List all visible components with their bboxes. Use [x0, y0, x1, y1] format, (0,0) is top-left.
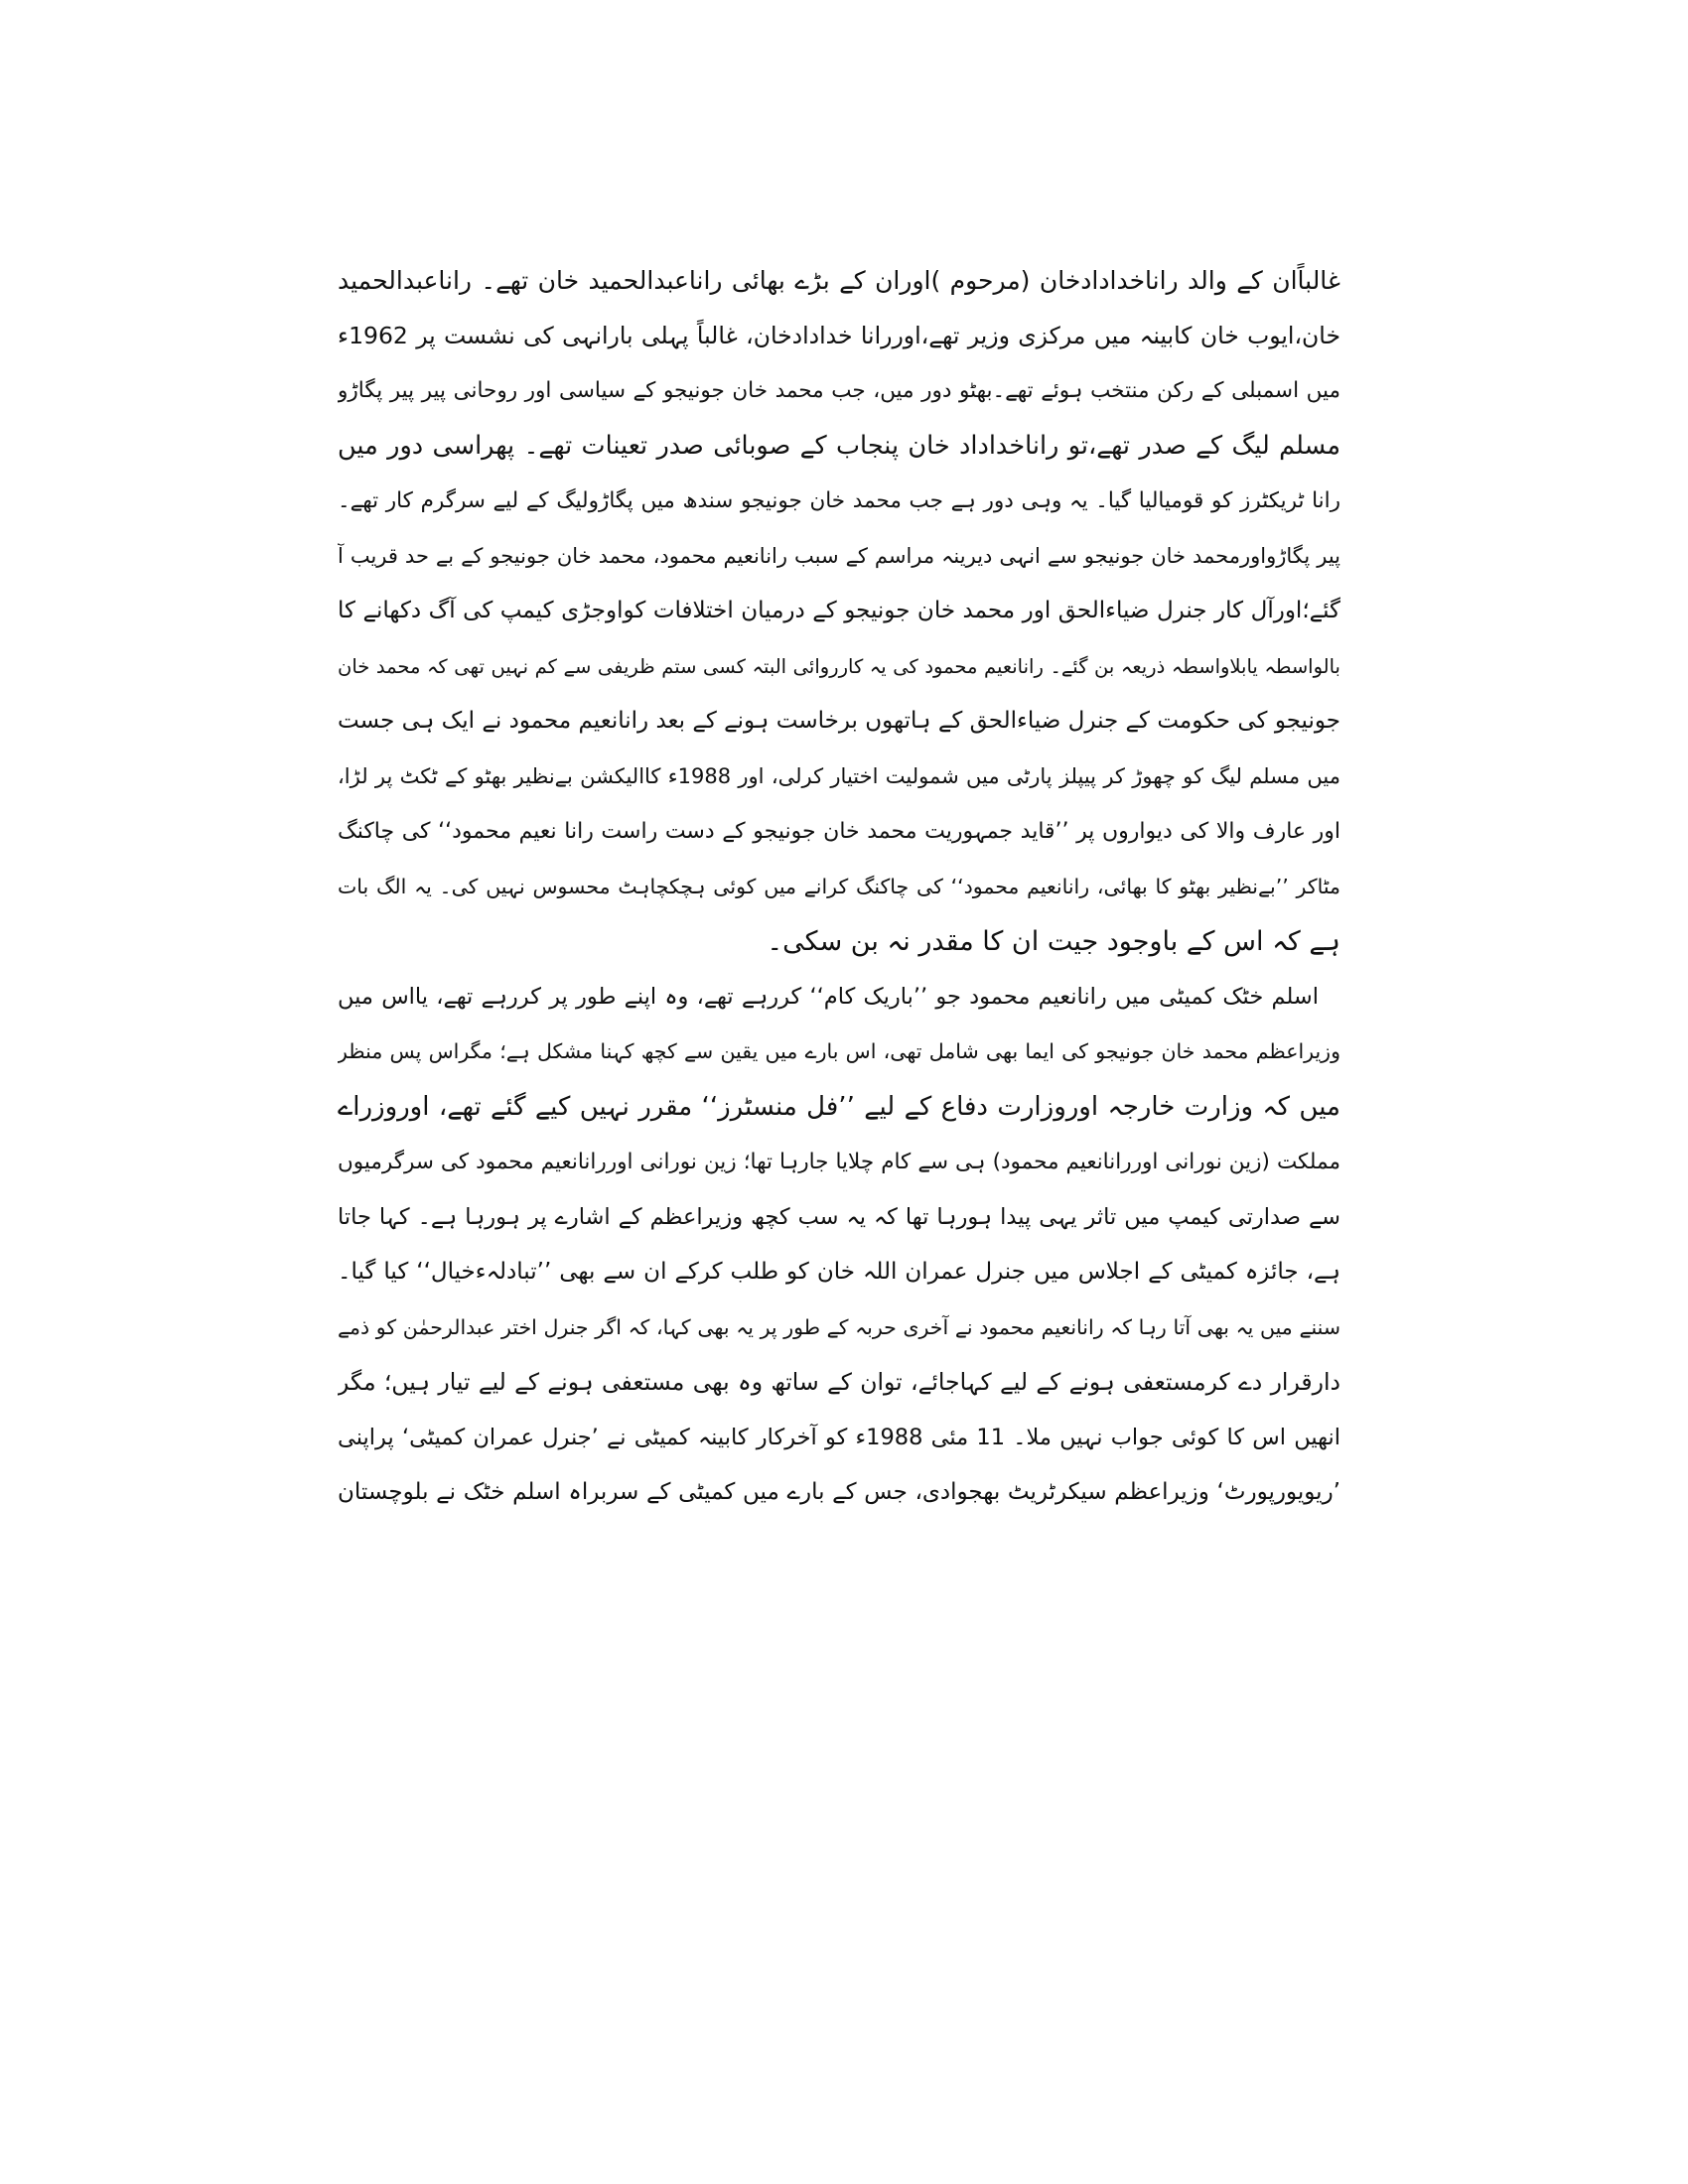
text-line: میں اسمبلی کے رکن منتخب ہوئے تھے۔بھٹو دور میں، جب محمد خان جونیجو کے سیاسی اور روحانی پیر پیر پگاڑو: [338, 378, 1340, 403]
text-line: میں کہ وزارت خارجہ اوروزارت دفاع کے لیے ’’فل منسٹرز‘‘ مقرر نہیں کیے گئے تھے، اوروزراے: [338, 1091, 1340, 1122]
text-line: ہے، جائزہ کمیٹی کے اجلاس میں جنرل عمران اللہ خان کو طلب کرکے ان سے بھی ’’تبادلہءخیال‘‘ کیا گیا۔: [338, 1259, 1340, 1285]
text-line: اسلم خٹک کمیٹی میں رانانعیم محمود جو ’’باریک کام‘‘ کررہے تھے، وہ اپنے طور پر کررہے تھے، یااس میں: [338, 983, 1319, 1010]
text-line: مٹاکر ’’بےنظیر بھٹو کا بھائی، رانانعیم محمود‘‘ کی چاکنگ کرانے میں کوئی ہچکچاہٹ محسوس نہیں کی۔ یہ الگ بات: [338, 874, 1340, 898]
text-line: سے صدارتی کیمپ میں تاثر یہی پیدا ہورہا تھا کہ یہ سب کچھ وزیراعظم کے اشارے پر ہورہا ہے۔ کہا جاتا: [338, 1203, 1340, 1230]
paragraph: [338, 970, 1340, 1521]
urdu-text-body: [338, 253, 1340, 1521]
text-line: خان،ایوب خان کابینہ میں مرکزی وزیر تھے،اوررانا خدادادخان، غالباً پہلی بارانہی کی نشست پر 1962ء: [338, 321, 1340, 349]
text-line: پیر پگاڑواورمحمد خان جونیجو سے انہی دیرینہ مراسم کے سبب رانانعیم محمود، محمد خان جونیجو کے بے حد قریب آ: [338, 543, 1340, 568]
text-line: ہے کہ اس کے باوجود جیت ان کا مقدر نہ بن سکی۔: [767, 926, 1340, 957]
text-line: دارقرار دے کرمستعفی ہونے کے لیے کہاجائے، توان کے ساتھ وہ بھی مستعفی ہونے کے لیے تیار ہیں؛ مگر: [338, 1368, 1340, 1396]
text-line: بالواسطہ یابلاواسطہ ذریعہ بن گئے۔ رانانعیم محمود کی یہ کارروائی البتہ کسی ستم ظریفی سے کم نہیں تھی کہ محمد خان: [338, 654, 1340, 678]
text-line: جونیجو کی حکومت کے جنرل ضیاءالحق کے ہاتھوں برخاست ہونے کے بعد رانانعیم محمود نے ایک ہی جست: [338, 708, 1340, 734]
text-line: انھیں اس کا کوئی جواب نہیں ملا۔ 11 مئی 1988ء کو آخرکار کابینہ کمیٹی نے ’جنرل عمران کمیٹی‘ پراپنی: [338, 1424, 1340, 1450]
text-line: ’ریویورپورٹ‘ وزیراعظم سیکرٹریٹ بھجوادی، جس کے بارے میں کمیٹی کے سربراہ اسلم خٹک نے بلوچستان: [338, 1479, 1340, 1505]
text-line: سننے میں یہ بھی آتا رہا کہ رانانعیم محمود نے آخری حربہ کے طور پر یہ بھی کہا، کہ اگر جنرل اختر عبدالرحمٰن کو ذمے: [338, 1314, 1340, 1339]
text-line: میں مسلم لیگ کو چھوڑ کر پیپلز پارٹی میں شمولیت اختیار کرلی، اور 1988ء کاالیکشن بےنظیر بھٹو کے ٹکٹ پر لڑا،: [338, 763, 1340, 788]
text-line: وزیراعظم محمد خان جونیجو کی ایما بھی شامل تھی، اس بارے میں یقین سے کچھ کہنا مشکل ہے؛ مگراس پس منظر: [338, 1039, 1340, 1063]
text-line: غالباًان کے والد راناخدادادخان (مرحوم )اوران کے بڑے بھائی راناعبدالحمید خان تھے۔ راناعبدالحمید: [338, 266, 1340, 295]
text-line: مملکت (زین نورانی اوررانانعیم محمود) ہی سے کام چلایا جارہا تھا؛ زین نورانی اوررانانعیم محمود کی سرگرمیوں: [338, 1150, 1340, 1174]
text-line: گئے؛اورآل کار جنرل ضیاءالحق اور محمد خان جونیجو کے درمیان اختلافات کواوجڑی کیمپ کی آگ دکھانے کا: [338, 598, 1340, 623]
text-line: رانا ٹریکٹرز کو قومیالیا گیا۔ یہ وہی دور ہے جب محمد خان جونیجو سندھ میں پگاڑولیگ کے لیے سرگرم کار تھے۔: [338, 488, 1340, 513]
text-line: مسلم لیگ کے صدر تھے،تو راناخداداد خان پنجاب کے صوبائی صدر تعینات تھے۔ پھراسی دور میں: [338, 430, 1340, 461]
paragraph: [338, 253, 1340, 970]
text-line: اور عارف والا کی دیواروں پر ’’قاید جمہوریت محمد خان جونیجو کے دست راست رانا نعیم محمود‘‘ کی چاکنگ: [338, 819, 1340, 844]
